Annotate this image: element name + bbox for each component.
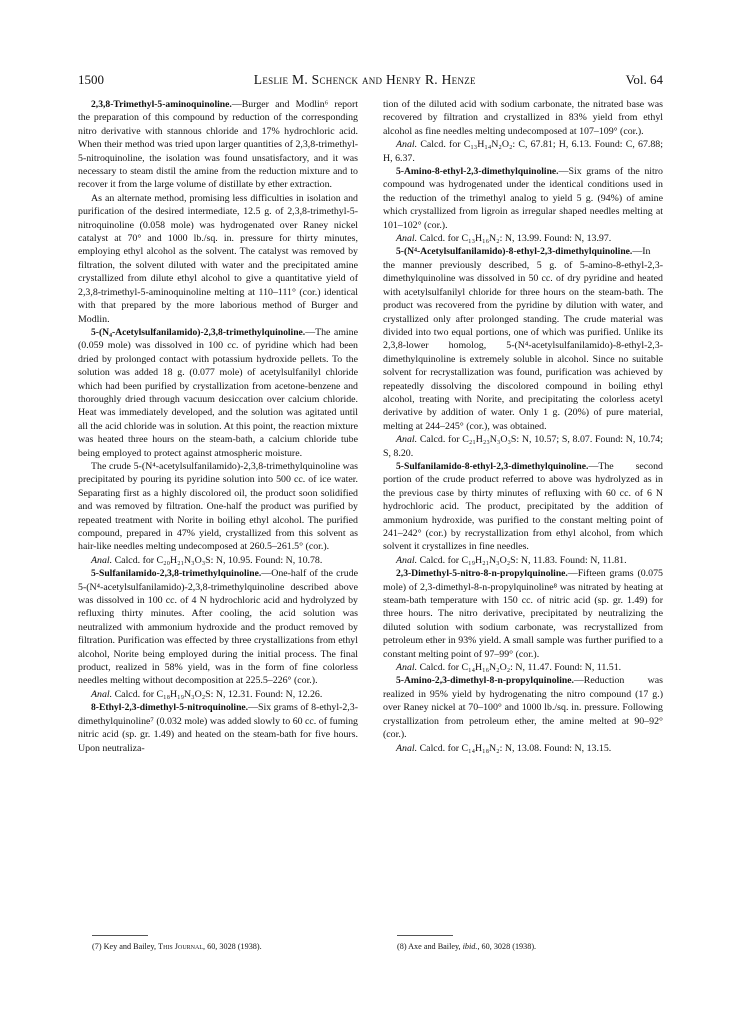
section-heading: 5-Amino-2,3-dimethyl-8-n-propylquinoline.	[396, 675, 574, 687]
paragraph: 8-Ethyl-2,3-dimethyl-5-nitroquinoline.—Six grams of 8-ethyl-2,3-dimethylquinoline⁷ (0.032 mole) was added slowly to 60 cc. of fuming nitric acid (sp. gr. 1.49) and heated on the steam-bath for five hours. Upon neutraliza-	[78, 702, 358, 754]
analysis-line: Anal. Calcd. for C₁₄H₁₆N₂O₂: N, 11.47. Found: N, 11.51.	[396, 662, 622, 674]
section-heading: 2,3-Dimethyl-5-nitro-8-n-propylquinoline.	[396, 568, 568, 580]
section-heading: 5-Sulfanilamido-8-ethyl-2,3-dimethylquinoline.	[396, 460, 589, 472]
section-heading: 5-Sulfanilamido-2,3,8-trimethylquinoline.	[91, 568, 262, 580]
section-heading: 8-Ethyl-2,3-dimethyl-5-nitroquinoline.	[91, 702, 249, 714]
footnote-8: (8) Axe and Bailey, ibid., 60, 3028 (1938).	[397, 942, 537, 951]
paragraph: As an alternate method, promising less difficulties in isolation and purification of the desired intermediate, 12.5 g. of 2,3,8-trimethyl-5-nitroquinoline (0.058 mole) was hydrogenated over Raney nickel catalyst at 70° and 1000 lb./sq. in. pressure for thirty minutes, employing ethyl alcohol as the solvent. The catalyst was removed by filtration, the solvent diluted with water and the precipitated amine crystallized from dilute ethyl alcohol to give a quantitative yield of 2,3,8-trimethyl-5-aminoquinoline melting at 110–111° (cor.) identical with that prepared by the more laborious method of Burger and Modlin.	[78, 192, 358, 325]
running-authors: Leslie M. Schenck and Henry R. Henze	[253, 72, 476, 87]
paragraph: 2,3,8-Trimethyl-5-aminoquinoline.—Burger and Modlin⁶ report the preparation of this compound by reduction of the corresponding nitro derivative with stannous chloride and 17% hydrochloric acid. When their method was tried upon larger quantities of 2,3,8-trimethyl-5-nitroquinoline, the isolation was found unsatisfactory, and it was necessary to steam distil the amine from the reduction mixture and to recover it from the large volume of distillate by ether extraction.	[78, 99, 358, 191]
footnote-rule-right	[397, 935, 453, 936]
analysis-line: Anal. Calcd. for C₂₀H₂₁N₃O₃S: N, 10.95. Found: N, 10.78.	[91, 554, 323, 566]
paragraph: 5-(N⁴-Acetylsulfanilamido)-8-ethyl-2,3-dimethylquinoline.—In the manner previously described, 5 g. of 5-amino-8-ethyl-2,3-dimethylquinoline was dissolved in 50 cc. of dry pyridine and heated with acetylsulfanilyl chloride for three hours on the steam-bath. The product was recovered from the pyridine by dilution with water, and crystallized only after prolonged standing. The crude material was divided into two equal portions, one of which was purified. Unlike its 2,3,8-lower homolog, 5-(N⁴-acetylsulfanilamido)-8-ethyl-2,3-dimethylquinoline is extremely soluble in alcohol. Since no suitable solvent for recrystallization was found, purification was achieved by repeatedly dissolving the discolored compound in boiling ethyl alcohol, treating with Norite, and precipitating the colorless acetyl derivative by addition of water. Only 1 g. (20%) of pure material, melting at 244–245° (cor.), was obtained.	[383, 246, 663, 432]
paragraph: 5-(N₄-Acetylsulfanilamido)-2,3,8-trimethylquinoline.—The amine (0.059 mole) was dissolved in 100 cc. of pyridine which had been dried by prolonged contact with potassium hydroxide pellets. To the solution was added 18 g. (0.077 mole) of acetylsulfanilyl chloride which had been purified by crystallization from acetone-benzene and thoroughly dried through vacuum desiccation over calcium chloride. Heat was immediately developed, and the solution was agitated until all the acid chloride was in solution. At this point, the reaction mixture was heated three hours on the steam-bath, a calcium chloride tube being employed to protect against atmospheric moisture.	[78, 326, 358, 459]
footnote-rule-left	[92, 935, 148, 936]
section-heading: 5-(N⁴-Acetylsulfanilamido)-8-ethyl-2,3-dimethylquinoline.	[396, 246, 633, 258]
volume-label: Vol. 64	[625, 72, 663, 87]
left-column	[78, 98, 358, 755]
paragraph: 5-Sulfanilamido-8-ethyl-2,3-dimethylquinoline.—The second portion of the crude product referred to above was hydrolyzed as in the previous case by thirty minutes of refluxing with 60 cc. of 6 N hydrochloric acid. The product, precipitated by the addition of ammonium hydroxide, was purified to the constant melting point of 241–242° (cor.) by recrystallization from ethyl alcohol, from which solvent it crystallizes in fine needles.	[383, 460, 663, 553]
right-column	[383, 98, 663, 755]
paragraph: 5-Sulfanilamido-2,3,8-trimethylquinoline.—One-half of the crude 5-(N⁴-acetylsulfanilamido)-2,3,8-trimethylquinoline described above was dissolved in 100 cc. of 4 N hydrochloric acid and hydrolyzed by refluxing thirty minutes. After cooling, the acid solution was neutralized with ammonium hydroxide and the product removed by filtration. Purification was effected by three crystallizations from ethyl alcohol, Norite being employed during the initial process. The final product, realized in 58% yield, was in the form of fine colorless needles melting without decomposition at 225.5–226° (cor.).	[78, 568, 358, 687]
paragraph: 5-Amino-2,3-dimethyl-8-n-propylquinoline.—Reduction was realized in 95% yield by hydrogenating the nitro compound (17 g.) over Raney nickel at 70–100° and 1000 lb./sq. in. pressure. Following crystallization from petroleum ether, the amine melted at 90–92° (cor.).	[383, 675, 663, 741]
paragraph: 5-Amino-8-ethyl-2,3-dimethylquinoline.—Six grams of the nitro compound was hydrogenated under the identical conditions used in the reduction of the trimethyl analog to yield 5 g. (94%) of amine which crystallized from ligroin as irregular shaped needles melting at 101–102° (cor.).	[383, 166, 663, 231]
footnote-7: (7) Key and Bailey, This Journal, 60, 3028 (1938).	[92, 942, 262, 951]
section-heading: 5-Amino-8-ethyl-2,3-dimethylquinoline.	[396, 166, 559, 178]
running-header	[78, 72, 663, 90]
section-heading: 5-(N₄-Acetylsulfanilamido)-2,3,8-trimethylquinoline.	[91, 326, 306, 338]
analysis-line: Anal. Calcd. for C₁₈H₁₉N₃O₂S: N, 12.31. Found: N, 12.26.	[91, 688, 323, 700]
analysis-line: Anal. Calcd. for C₁₃H₁₆N₂: N, 13.99. Found: N, 13.97.	[396, 233, 612, 245]
section-heading: 2,3,8-Trimethyl-5-aminoquinoline.	[91, 99, 232, 110]
paragraph: tion of the diluted acid with sodium carbonate, the nitrated base was recovered by filtration and crystallized in 83% yield from ethyl alcohol as fine needles melting undecomposed at 107–109° (cor.).	[383, 99, 663, 137]
paragraph: The crude 5-(N⁴-acetylsulfanilamido)-2,3,8-trimethylquinoline was precipitated by pouring its pyridine solution into 500 cc. of ice water. Separating first as a highly discolored oil, the product soon solidified and was removed by filtration. One-half the product was purified by repeated treatment with Norite in boiling ethyl alcohol. The purified compound, prepared in 47% yield, crystallized from this solvent as hair-like needles melting undecomposed at 260.5–261.5° (cor.).	[78, 460, 358, 553]
analysis-line: Anal. Calcd. for C₁₃H₁₄N₂O₂: C, 67.81; H, 6.13. Found: C, 67.88; H, 6.37.	[383, 139, 663, 164]
analysis-line: Anal. Calcd. for C₁₉H₂₁N₃O₂S: N, 11.83. Found: N, 11.81.	[396, 554, 627, 566]
analysis-line: Anal. Calcd. for C₁₄H₁₈N₂: N, 13.08. Found: N, 13.15.	[396, 742, 612, 754]
page-number: 1500	[78, 72, 104, 87]
analysis-line: Anal. Calcd. for C₂₁H₂₃N₃O₃S: N, 10.57; S, 8.07. Found: N, 10.74; S, 8.20.	[383, 434, 663, 459]
paragraph: 2,3-Dimethyl-5-nitro-8-n-propylquinoline.—Fifteen grams (0.075 mole) of 2,3-dimethyl-8-n-propylquinoline⁸ was nitrated by heating at steam-bath temperature with 150 cc. of nitric acid (sp. gr. 1.49) for three hours. The nitro derivative, precipitated by neutralizing the diluted solution with sodium carbonate, was recrystallized from petroleum ether in 93% yield. A small sample was further purified to a constant melting point of 97–99° (cor.).	[383, 568, 663, 660]
